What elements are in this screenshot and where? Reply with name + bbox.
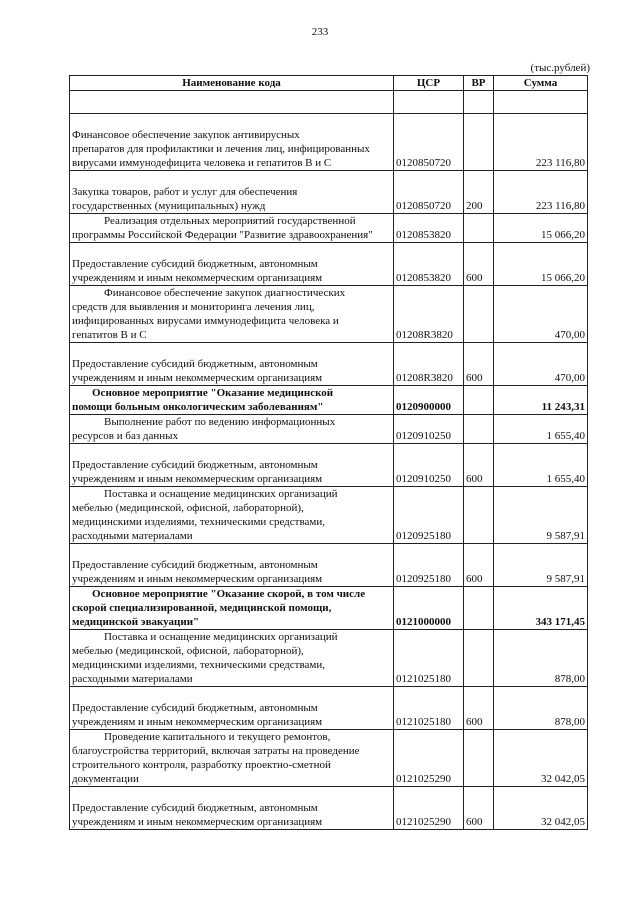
row-name-cell xyxy=(70,587,394,630)
row-csr-cell: 0121000000 xyxy=(394,587,464,630)
row-name-line: строительного контроля, разработку проектно-сметной xyxy=(72,759,331,771)
row-vr-cell: 600 xyxy=(464,787,494,830)
row-name-line: Финансовое обеспечение закупок антивирусных xyxy=(72,129,300,141)
header-sum: Сумма xyxy=(494,76,588,91)
header-vr: ВР xyxy=(464,76,494,91)
row-name-line: учреждениям и иным некоммерческим организациям xyxy=(72,573,323,585)
row-vr-cell xyxy=(464,114,494,171)
row-csr-cell: 01208R3820 xyxy=(394,286,464,343)
row-name-cell xyxy=(70,243,394,286)
row-vr-cell: 600 xyxy=(464,687,494,730)
row-name-line: Выполнение работ по ведению информационных xyxy=(104,416,336,428)
row-name-line: Предоставление субсидий бюджетным, автономным xyxy=(72,358,318,370)
header-name: Наименование кода xyxy=(70,76,394,91)
table-header-row xyxy=(70,76,588,91)
row-vr-cell xyxy=(464,386,494,415)
row-sum-cell: 470,00 xyxy=(494,343,588,386)
row-name-line: медицинскими изделиями, техническими средствами, xyxy=(72,659,325,671)
table-row xyxy=(70,544,588,587)
table-row xyxy=(70,386,588,415)
row-sum-cell: 32 042,05 xyxy=(494,787,588,830)
row-sum-cell: 32 042,05 xyxy=(494,730,588,787)
table-row xyxy=(70,415,588,444)
row-csr-cell: 0120925180 xyxy=(394,544,464,587)
table-body xyxy=(70,91,588,830)
row-name-cell xyxy=(70,171,394,214)
row-name-cell xyxy=(70,444,394,487)
row-name-line: Предоставление субсидий бюджетным, автономным xyxy=(72,459,318,471)
row-sum-cell: 223 116,80 xyxy=(494,114,588,171)
row-name-line: Предоставление субсидий бюджетным, автономным xyxy=(72,802,318,814)
row-vr-cell xyxy=(464,730,494,787)
row-name-line: расходными материалами xyxy=(72,673,193,685)
row-name-line: Предоставление субсидий бюджетным, автономным xyxy=(72,559,318,571)
row-name-line: средств для выявления и мониторинга лечения лиц, xyxy=(72,301,315,313)
row-vr-cell xyxy=(464,587,494,630)
row-vr-cell xyxy=(464,487,494,544)
row-csr-cell: 0121025180 xyxy=(394,687,464,730)
row-name-line: медицинской эвакуации" xyxy=(72,616,200,628)
table-row xyxy=(70,787,588,830)
row-name-line: Основное мероприятие "Оказание скорой, в том числе xyxy=(92,588,366,600)
row-vr-cell xyxy=(464,415,494,444)
row-csr-cell: 0121025180 xyxy=(394,630,464,687)
row-name-line: учреждениям и иным некоммерческим организациям xyxy=(72,716,323,728)
row-sum-cell: 11 243,31 xyxy=(494,386,588,415)
row-vr-cell: 200 xyxy=(464,171,494,214)
row-name-cell xyxy=(70,415,394,444)
row-csr-cell: 0120850720 xyxy=(394,114,464,171)
row-name-line: Реализация отдельных мероприятий государственной xyxy=(104,215,356,227)
row-vr-cell xyxy=(464,214,494,243)
row-sum-cell: 470,00 xyxy=(494,286,588,343)
row-csr-cell: 0120910250 xyxy=(394,415,464,444)
row-name-line: документации xyxy=(72,773,139,785)
row-name-cell xyxy=(70,386,394,415)
row-sum-cell: 223 116,80 xyxy=(494,171,588,214)
row-name-line: Поставка и оснащение медицинских организаций xyxy=(104,488,338,500)
table-row xyxy=(70,587,588,630)
units-label: (тыс.рублей) xyxy=(530,62,590,74)
row-name-line: инфицированных вирусами иммунодефицита человека и xyxy=(72,315,339,327)
row-sum-cell: 9 587,91 xyxy=(494,487,588,544)
row-sum-cell: 15 066,20 xyxy=(494,214,588,243)
row-name-line: мебелью (медицинской, офисной, лабораторной), xyxy=(72,502,304,514)
row-csr-cell: 0120850720 xyxy=(394,171,464,214)
row-name-cell xyxy=(70,343,394,386)
row-name-line: учреждениям и иным некоммерческим организациям xyxy=(72,473,323,485)
row-name-line: Проведение капитального и текущего ремонтов, xyxy=(104,731,331,743)
table-row xyxy=(70,214,588,243)
row-csr-cell: 01208R3820 xyxy=(394,343,464,386)
row-name-line: учреждениям и иным некоммерческим организациям xyxy=(72,372,323,384)
table-row xyxy=(70,444,588,487)
row-name-cell xyxy=(70,286,394,343)
row-name-line: помощи больным онкологическим заболеваниям" xyxy=(72,401,324,413)
row-csr-cell: 0120910250 xyxy=(394,444,464,487)
row-name-cell xyxy=(70,630,394,687)
row-vr-cell: 600 xyxy=(464,243,494,286)
row-sum-cell: 878,00 xyxy=(494,687,588,730)
row-csr-cell: 0121025290 xyxy=(394,787,464,830)
row-name-line: вирусами иммунодефицита человека и гепатитов В и С xyxy=(72,157,332,169)
row-vr-cell: 600 xyxy=(464,444,494,487)
row-name-cell xyxy=(70,487,394,544)
row-name-line: препаратов для профилактики и лечения лиц, инфицированных xyxy=(72,143,370,155)
table-row xyxy=(70,343,588,386)
row-vr-cell xyxy=(464,630,494,687)
row-name-line: медицинскими изделиями, техническими средствами, xyxy=(72,516,325,528)
row-name-cell xyxy=(70,687,394,730)
row-name-cell xyxy=(70,544,394,587)
table-spacer-row xyxy=(70,91,588,114)
row-csr-cell: 0120900000 xyxy=(394,386,464,415)
row-sum-cell: 1 655,40 xyxy=(494,444,588,487)
row-name-line: Предоставление субсидий бюджетным, автономным xyxy=(72,702,318,714)
row-name-line: благоустройства территорий, включая затраты на проведение xyxy=(72,745,360,757)
row-name-cell xyxy=(70,730,394,787)
budget-table xyxy=(69,75,588,830)
row-vr-cell: 600 xyxy=(464,544,494,587)
row-name-line: Закупка товаров, работ и услуг для обеспечения xyxy=(72,186,298,198)
row-name-line: скорой специализированной, медицинской помощи, xyxy=(72,602,332,614)
row-name-line: расходными материалами xyxy=(72,530,193,542)
table-row xyxy=(70,487,588,544)
table-row xyxy=(70,286,588,343)
row-vr-cell xyxy=(464,286,494,343)
table-row xyxy=(70,114,588,171)
table-row xyxy=(70,687,588,730)
table-row xyxy=(70,630,588,687)
row-name-cell xyxy=(70,214,394,243)
row-sum-cell: 15 066,20 xyxy=(494,243,588,286)
row-vr-cell: 600 xyxy=(464,343,494,386)
table-row xyxy=(70,171,588,214)
row-name-line: Основное мероприятие "Оказание медицинской xyxy=(92,387,334,399)
row-sum-cell: 1 655,40 xyxy=(494,415,588,444)
row-name-line: Предоставление субсидий бюджетным, автономным xyxy=(72,258,318,270)
row-name-line: учреждениям и иным некоммерческим организациям xyxy=(72,816,323,828)
row-name-cell xyxy=(70,114,394,171)
row-name-line: Финансовое обеспечение закупок диагностических xyxy=(104,287,346,299)
row-name-line: государственных (муниципальных) нужд xyxy=(72,200,266,212)
table-row xyxy=(70,243,588,286)
row-name-line: программы Российской Федерации "Развитие здравоохранения" xyxy=(72,229,373,241)
row-name-line: гепатитов В и С xyxy=(72,329,147,341)
row-name-line: Поставка и оснащение медицинских организаций xyxy=(104,631,338,643)
header-csr: ЦСР xyxy=(394,76,464,91)
row-sum-cell: 878,00 xyxy=(494,630,588,687)
row-csr-cell: 0121025290 xyxy=(394,730,464,787)
page-number: 233 xyxy=(311,26,329,38)
row-name-line: мебелью (медицинской, офисной, лабораторной), xyxy=(72,645,304,657)
row-name-line: ресурсов и баз данных xyxy=(72,430,179,442)
row-csr-cell: 0120853820 xyxy=(394,243,464,286)
row-sum-cell: 9 587,91 xyxy=(494,544,588,587)
row-name-line: учреждениям и иным некоммерческим организациям xyxy=(72,272,323,284)
row-csr-cell: 0120925180 xyxy=(394,487,464,544)
row-sum-cell: 343 171,45 xyxy=(494,587,588,630)
row-name-cell xyxy=(70,787,394,830)
table-row xyxy=(70,730,588,787)
row-csr-cell: 0120853820 xyxy=(394,214,464,243)
